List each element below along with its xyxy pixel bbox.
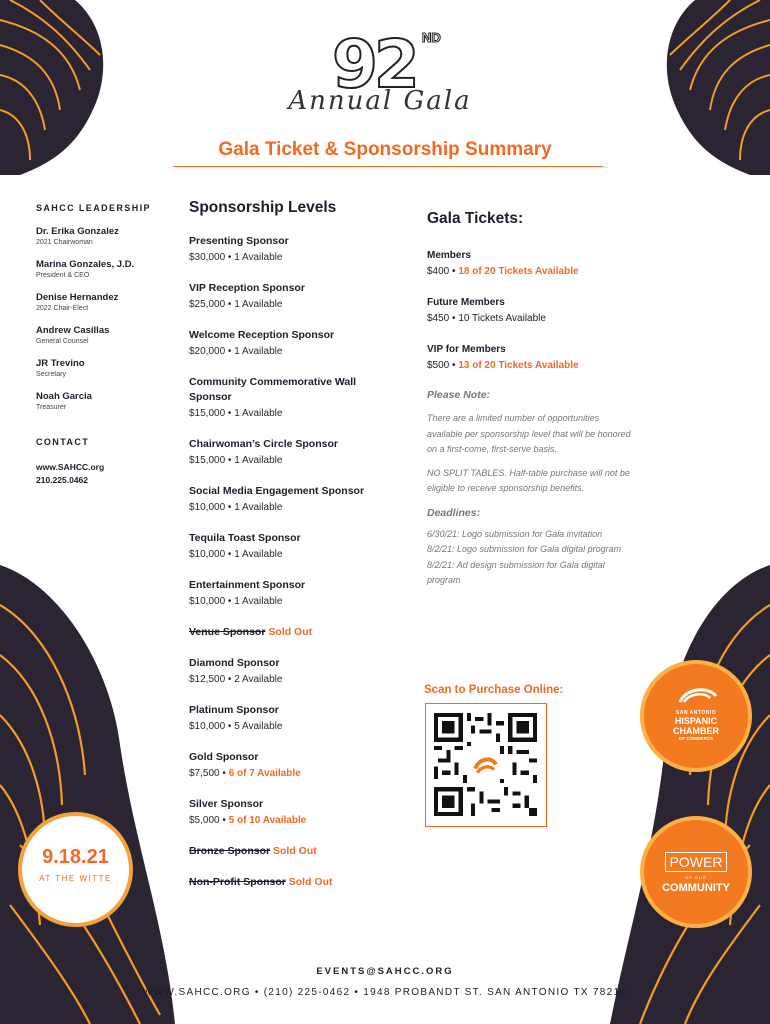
sponsor-name: Platinum Sponsor bbox=[189, 704, 279, 716]
sponsor-details bbox=[189, 297, 399, 313]
sponsor-price: $15,000 bbox=[189, 408, 226, 419]
sponsor-details bbox=[189, 719, 399, 735]
sponsor-level bbox=[189, 656, 399, 688]
sponsorship-heading: Sponsorship Levels bbox=[189, 199, 337, 216]
separator: • bbox=[219, 768, 229, 779]
leader-item bbox=[36, 391, 176, 411]
sponsor-availability: 1 Available bbox=[234, 549, 283, 560]
sponsor-name: Entertainment Sponsor bbox=[189, 579, 306, 591]
sponsor-details bbox=[189, 672, 399, 688]
separator: • bbox=[225, 549, 235, 560]
sponsor-level-sold-out bbox=[189, 625, 399, 640]
sponsor-name: Diamond Sponsor bbox=[189, 657, 280, 669]
ticket-availability: 18 of 20 Tickets Available bbox=[458, 266, 579, 277]
ticket-price: $500 bbox=[427, 360, 450, 371]
leader-item bbox=[36, 292, 176, 312]
sold-out-label: Sold Out bbox=[273, 845, 317, 857]
sponsor-name: Welcome Reception Sponsor bbox=[189, 329, 335, 341]
power-community-badge bbox=[640, 816, 752, 928]
sponsor-name: Chairwoman’s Circle Sponsor bbox=[189, 438, 338, 450]
sponsor-price: $10,000 bbox=[189, 596, 226, 607]
decorative-pattern-bottom-right bbox=[610, 545, 770, 1024]
decorative-pattern-bottom-left bbox=[0, 545, 175, 1024]
event-date: 9.18.21 bbox=[42, 846, 109, 868]
sponsor-availability: 5 of 10 Available bbox=[228, 815, 307, 826]
sponsor-name: Non-Profit Sponsor bbox=[189, 876, 286, 888]
separator: • bbox=[225, 455, 235, 466]
separator: • bbox=[225, 299, 235, 310]
note-text-split-tables: NO SPLIT TABLES. Half-table purchase will not be eligible to receive sponsorship benefits. bbox=[427, 467, 630, 493]
sponsor-availability: 1 Available bbox=[234, 252, 283, 263]
sponsor-level-sold-out bbox=[189, 844, 399, 859]
sponsor-details bbox=[189, 406, 399, 422]
sponsor-availability: 2 Available bbox=[234, 674, 283, 685]
leadership-column bbox=[36, 203, 176, 485]
sponsor-availability: 5 Available bbox=[234, 721, 283, 732]
chamber-line3: CHAMBER bbox=[673, 726, 719, 736]
sponsor-details bbox=[189, 766, 399, 782]
sponsor-name: Community Commemorative Wall Sponsor bbox=[189, 376, 357, 403]
sponsor-level bbox=[189, 750, 399, 782]
note-text: There are a limited number of opportunities available per sponsorship level that will be honored on a first-come, first-serve basis. bbox=[427, 413, 631, 454]
ticket-details bbox=[427, 264, 637, 280]
sponsor-availability: 1 Available bbox=[234, 408, 283, 419]
page-title: Gala Ticket & Sponsorship Summary bbox=[218, 139, 552, 160]
chamber-line1: SAN ANTONIO bbox=[675, 710, 717, 716]
leader-role: Secretary bbox=[36, 371, 66, 378]
sponsor-name: Bronze Sponsor bbox=[189, 845, 271, 857]
ticket-item bbox=[427, 295, 637, 327]
sponsor-details bbox=[189, 453, 399, 469]
deadline-item: 8/2/21: Logo submission for Gala digital program bbox=[427, 544, 622, 554]
leader-name: Denise Hernandez bbox=[36, 292, 119, 303]
separator: • bbox=[225, 502, 235, 513]
sponsor-level bbox=[189, 531, 399, 563]
sponsor-level bbox=[189, 703, 399, 735]
sponsor-details bbox=[189, 813, 399, 829]
sponsorship-column bbox=[189, 199, 399, 906]
note-heading: Please Note: bbox=[427, 389, 491, 401]
sponsor-name: Venue Sponsor bbox=[189, 626, 266, 638]
separator: • bbox=[225, 674, 235, 685]
sponsor-details bbox=[189, 344, 399, 360]
contact-heading: CONTACT bbox=[36, 437, 90, 447]
leader-role: President & CEO bbox=[36, 272, 90, 279]
footer-email[interactable]: EVENTS@SAHCC.ORG bbox=[316, 966, 454, 977]
leader-name: Marina Gonzales, J.D. bbox=[36, 259, 135, 270]
title-divider bbox=[173, 166, 603, 167]
ticket-price: $400 bbox=[427, 266, 450, 277]
sponsor-level bbox=[189, 437, 399, 469]
sponsor-name: Presenting Sponsor bbox=[189, 235, 289, 247]
sponsor-price: $15,000 bbox=[189, 455, 226, 466]
separator: • bbox=[449, 360, 459, 371]
separator: • bbox=[225, 252, 235, 263]
ticket-item bbox=[427, 248, 637, 280]
sponsor-price: $20,000 bbox=[189, 346, 226, 357]
ticket-availability: 10 Tickets Available bbox=[458, 313, 546, 324]
sponsor-price: $25,000 bbox=[189, 299, 226, 310]
sold-out-label: Sold Out bbox=[288, 876, 333, 888]
separator: • bbox=[225, 346, 235, 357]
sponsor-details bbox=[189, 250, 399, 266]
sponsor-level bbox=[189, 375, 399, 422]
separator: • bbox=[225, 408, 235, 419]
deadlines-heading: Deadlines: bbox=[427, 506, 481, 519]
event-venue: AT THE WITTE bbox=[39, 874, 112, 883]
leader-role: 2021 Chairwoman bbox=[36, 239, 93, 246]
sponsor-price: $10,000 bbox=[189, 721, 226, 732]
ticket-details bbox=[427, 311, 637, 327]
chamber-line4: OF COMMERCE bbox=[678, 736, 714, 741]
power-line2: OF OUR bbox=[685, 875, 707, 880]
sponsor-availability: 1 Available bbox=[234, 455, 283, 466]
separator: • bbox=[449, 266, 459, 277]
leader-item bbox=[36, 259, 176, 279]
logo-number: 92 bbox=[332, 26, 416, 103]
ticket-name: Members bbox=[427, 250, 471, 261]
sponsor-level-sold-out bbox=[189, 875, 399, 890]
ticket-name: Future Members bbox=[427, 297, 505, 308]
sponsor-details bbox=[189, 547, 399, 563]
separator: • bbox=[225, 596, 235, 607]
sponsor-level bbox=[189, 281, 399, 313]
leader-name: Noah Garcia bbox=[36, 391, 92, 402]
sold-out-label: Sold Out bbox=[268, 626, 313, 638]
tickets-heading: Gala Tickets: bbox=[427, 210, 524, 227]
sponsor-availability: 1 Available bbox=[234, 299, 283, 310]
sponsor-details bbox=[189, 500, 399, 516]
sponsor-availability: 1 Available bbox=[234, 596, 283, 607]
sponsor-price: $7,500 bbox=[189, 768, 220, 779]
leader-item bbox=[36, 325, 176, 345]
ticket-availability: 13 of 20 Tickets Available bbox=[458, 360, 579, 371]
chamber-logo-badge bbox=[640, 660, 752, 772]
sponsor-name: Silver Sponsor bbox=[189, 798, 264, 810]
footer-contact-line: WWW.SAHCC.ORG • (210) 225-0462 • 1948 PROBANDT ST. SAN ANTONIO TX 78214 bbox=[142, 987, 628, 998]
deadlines-list bbox=[427, 527, 637, 589]
sponsor-level bbox=[189, 797, 399, 829]
sponsor-price: $5,000 bbox=[189, 815, 220, 826]
separator: • bbox=[449, 313, 459, 324]
leader-role: General Counsel bbox=[36, 338, 89, 345]
deadline-item: 6/30/21: Logo submission for Gala invitation bbox=[427, 528, 603, 539]
leadership-heading: SAHCC LEADERSHIP bbox=[36, 203, 151, 213]
leader-role: 2022 Chair-Elect bbox=[36, 305, 89, 312]
logo-script: Annual Gala bbox=[288, 86, 472, 116]
separator: • bbox=[219, 815, 229, 826]
sponsor-level bbox=[189, 578, 399, 610]
sponsor-name: Tequila Toast Sponsor bbox=[189, 532, 301, 544]
sponsor-availability: 6 of 7 Available bbox=[228, 768, 301, 779]
contact-phone: 210.225.0462 bbox=[36, 475, 88, 485]
sponsor-level bbox=[189, 328, 399, 360]
leader-name: Dr. Erika Gonzalez bbox=[36, 226, 119, 237]
date-badge bbox=[18, 812, 133, 927]
leader-name: JR Trevino bbox=[36, 358, 85, 369]
separator: • bbox=[225, 721, 235, 732]
sponsor-availability: 1 Available bbox=[234, 502, 283, 513]
sponsor-level bbox=[189, 484, 399, 516]
leader-name: Andrew Casillas bbox=[36, 325, 110, 336]
contact-website[interactable]: www.SAHCC.org bbox=[36, 462, 105, 472]
sponsor-level bbox=[189, 234, 399, 266]
sponsor-details bbox=[189, 594, 399, 610]
gala-logo bbox=[280, 22, 480, 132]
sponsor-name: VIP Reception Sponsor bbox=[189, 282, 305, 294]
sponsor-price: $10,000 bbox=[189, 549, 226, 560]
power-line1: POWER bbox=[665, 852, 728, 872]
leader-item bbox=[36, 226, 176, 246]
chamber-logo-icon bbox=[678, 684, 718, 704]
deadline-item: 8/2/21: Ad design submission for Gala digital program bbox=[427, 559, 605, 585]
leader-item bbox=[36, 358, 176, 378]
power-line3: COMMUNITY bbox=[662, 882, 730, 894]
sponsor-availability: 1 Available bbox=[234, 346, 283, 357]
leader-role: Treasurer bbox=[36, 404, 67, 411]
scan-label: Scan to Purchase Online: bbox=[424, 684, 564, 696]
sponsor-name: Gold Sponsor bbox=[189, 751, 259, 763]
chamber-line2: HISPANIC bbox=[674, 716, 718, 726]
qr-code[interactable] bbox=[425, 703, 547, 827]
tickets-column bbox=[427, 210, 637, 589]
logo-suffix: ND bbox=[422, 30, 441, 45]
sponsor-name: Social Media Engagement Sponsor bbox=[189, 485, 365, 497]
ticket-item bbox=[427, 342, 637, 374]
sponsor-price: $10,000 bbox=[189, 502, 226, 513]
ticket-details bbox=[427, 358, 637, 374]
ticket-name: VIP for Members bbox=[427, 344, 506, 355]
ticket-price: $450 bbox=[427, 313, 450, 324]
qr-code-icon bbox=[434, 712, 537, 817]
sponsor-price: $30,000 bbox=[189, 252, 226, 263]
sponsor-price: $12,500 bbox=[189, 674, 226, 685]
